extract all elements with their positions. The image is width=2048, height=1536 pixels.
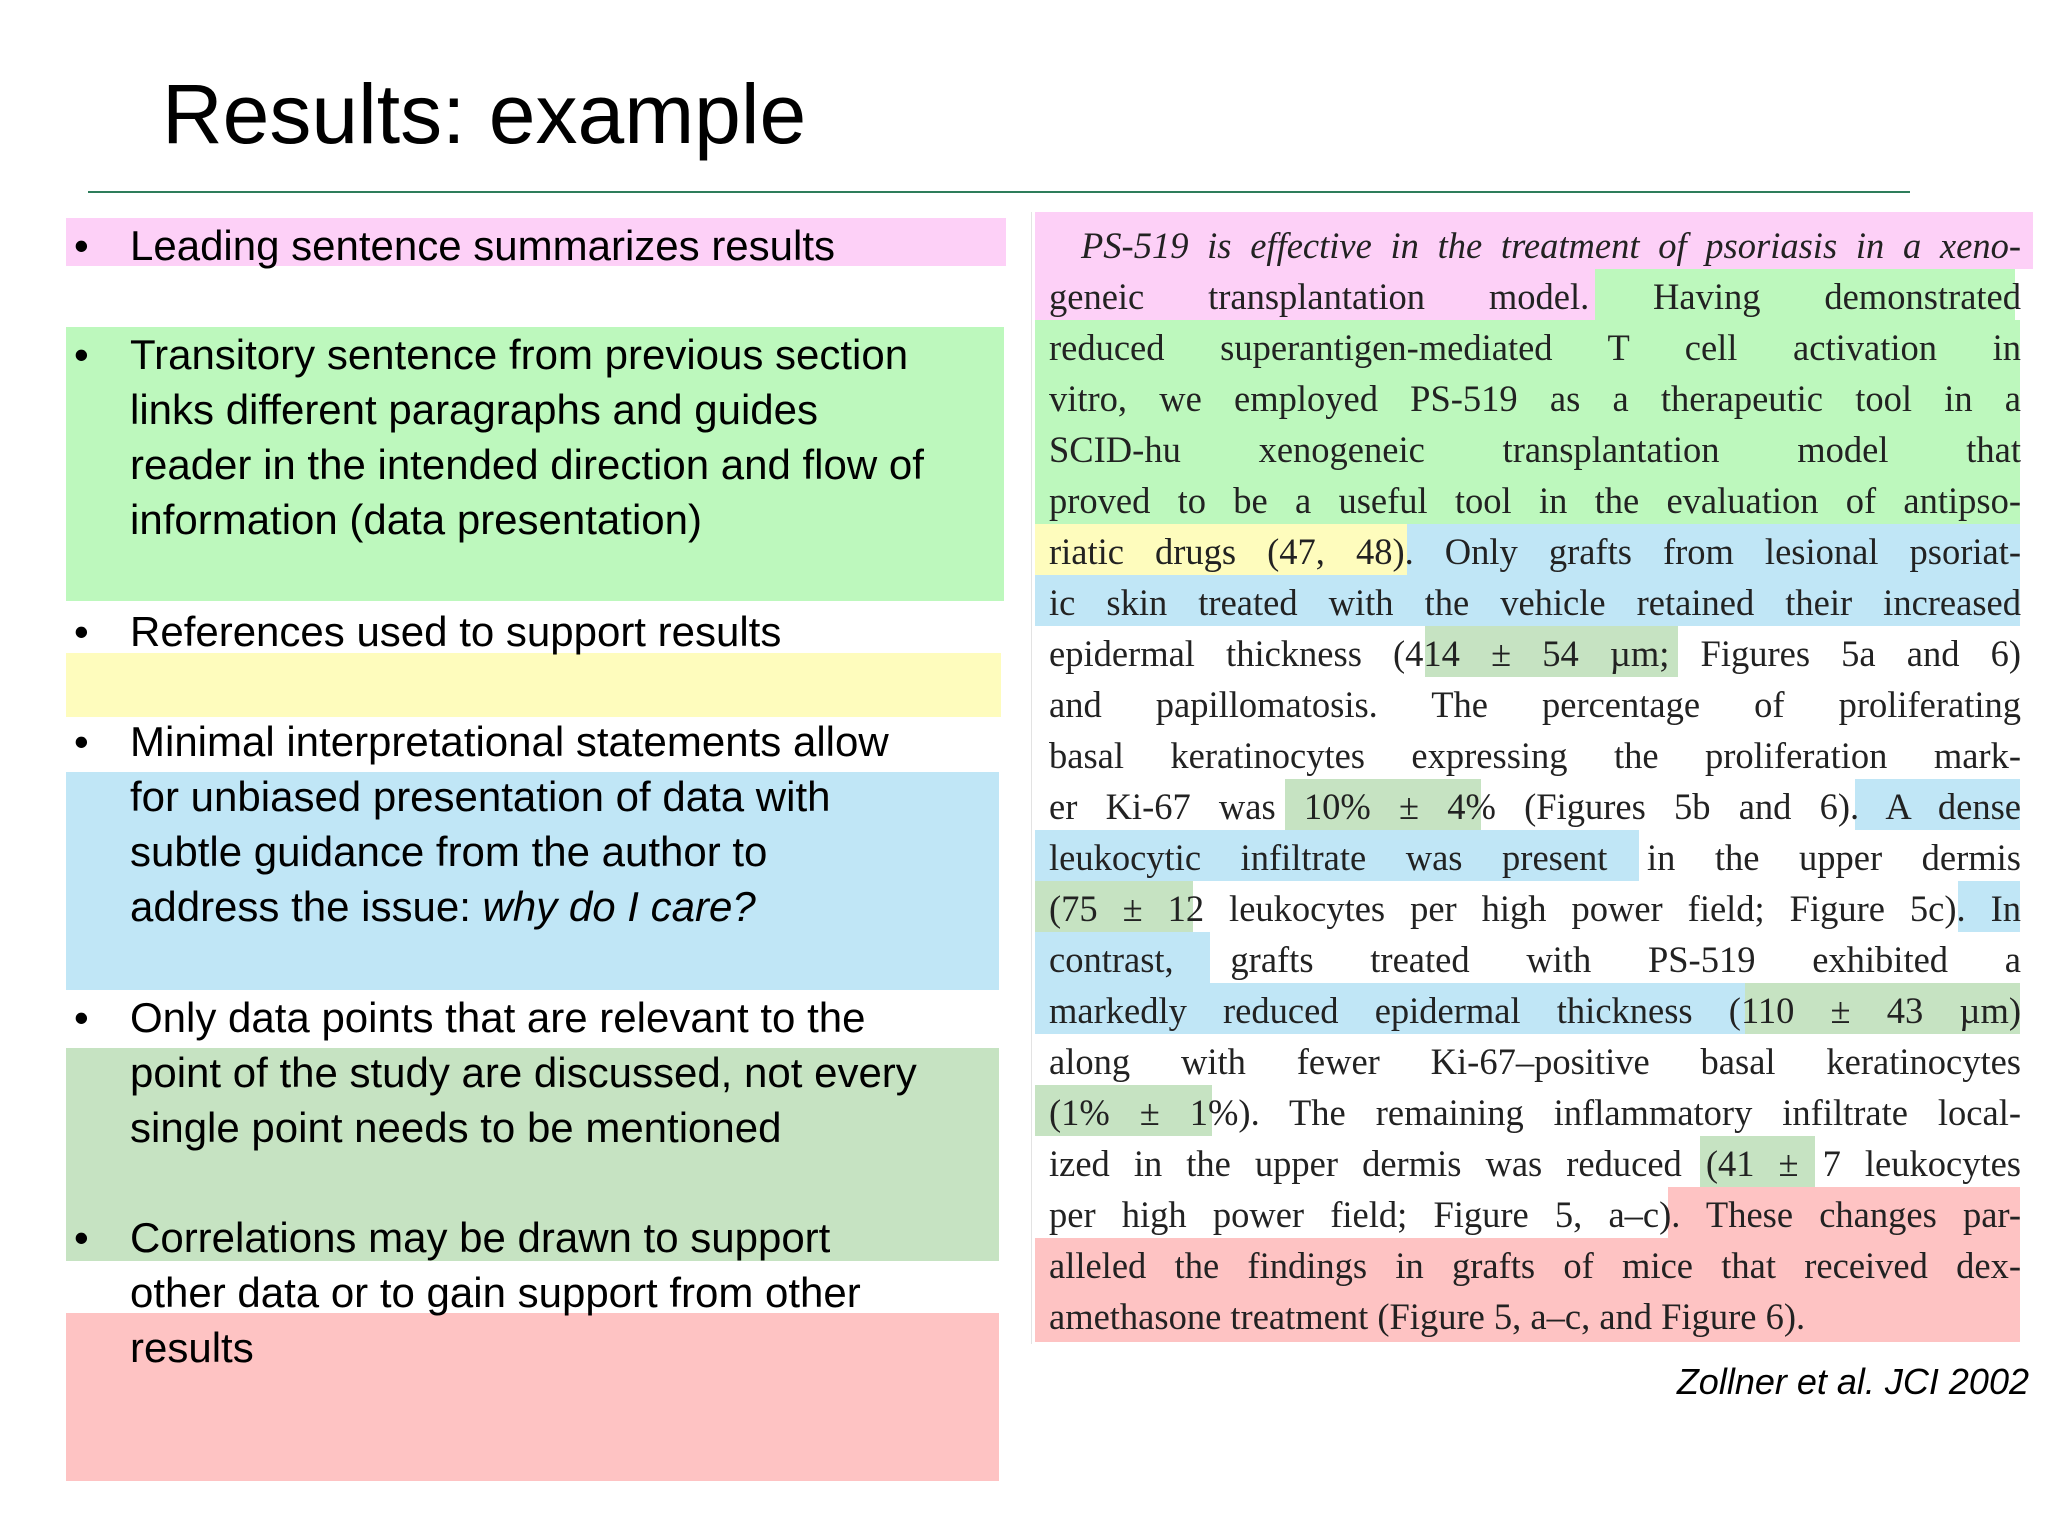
excerpt-line: markedly reduced epidermal thickness (110 ± 43 µm) bbox=[1049, 990, 2021, 1031]
excerpt-line: SCID-hu xenogeneic transplantation model that bbox=[1049, 429, 2021, 470]
bullet-correlations bbox=[130, 1210, 1010, 1375]
bullet-line: information (data presentation) bbox=[130, 496, 702, 543]
excerpt-line: PS-519 is effective in the treatment of psoriasis in a xeno- bbox=[1081, 225, 2021, 266]
excerpt-line: ized in the upper dermis was reduced (41 ± 7 leukocytes bbox=[1049, 1143, 2021, 1184]
excerpt-line: vitro, we employed PS-519 as a therapeutic tool in a bbox=[1049, 378, 2021, 419]
excerpt-line: ic skin treated with the vehicle retained their increased bbox=[1049, 582, 2021, 623]
excerpt-line: basal keratinocytes expressing the proliferation mark- bbox=[1049, 735, 2021, 776]
bullet-marker: • bbox=[74, 222, 89, 269]
bullet-line: reader in the intended direction and flow of bbox=[130, 441, 924, 488]
excerpt-line: and papillomatosis. The percentage of proliferating bbox=[1049, 684, 2021, 725]
excerpt-line: er Ki-67 was 10% ± 4% (Figures 5b and 6). A dense bbox=[1049, 786, 2021, 827]
bullet-marker: • bbox=[74, 994, 89, 1041]
bullet-line: other data or to gain support from other bbox=[130, 1269, 861, 1316]
bullet-transitory-sentence bbox=[130, 327, 1010, 547]
bullet-line: Correlations may be drawn to support bbox=[130, 1214, 831, 1261]
bullet-marker: • bbox=[74, 1214, 89, 1261]
excerpt-line: (75 ± 12 leukocytes per high power field; Figure 5c). In bbox=[1049, 888, 2021, 929]
bullet-marker: • bbox=[74, 718, 89, 765]
excerpt-line: along with fewer Ki-67–positive basal keratinocytes bbox=[1049, 1041, 2021, 1082]
bullet-references: References used to support results bbox=[130, 608, 782, 655]
excerpt-line: alleled the findings in grafts of mice that received dex- bbox=[1049, 1245, 2021, 1286]
bullet-interpretation bbox=[130, 714, 1010, 934]
bullet-line: point of the study are discussed, not every bbox=[130, 1049, 917, 1096]
excerpt-line: amethasone treatment (Figure 5, a–c, and Figure 6). bbox=[1049, 1296, 1806, 1337]
excerpt-line: reduced superantigen-mediated T cell activation in bbox=[1049, 327, 2021, 368]
excerpt-text bbox=[1049, 220, 2021, 1342]
excerpt-line: leukocytic infiltrate was present in the upper dermis bbox=[1049, 837, 2021, 878]
bullet-line-prefix: address the issue: bbox=[130, 883, 483, 930]
bullet-line: Only data points that are relevant to the bbox=[130, 994, 866, 1041]
bullet-leading-sentence: Leading sentence summarizes results bbox=[130, 222, 836, 269]
bullet-line: Minimal interpretational statements allow bbox=[130, 718, 889, 765]
excerpt-line: per high power field; Figure 5, a–c). These changes par- bbox=[1049, 1194, 2021, 1235]
bullet-line: single point needs to be mentioned bbox=[130, 1104, 782, 1151]
excerpt-line: proved to be a useful tool in the evaluation of antipso- bbox=[1049, 480, 2021, 521]
bullet-data-points bbox=[130, 990, 1010, 1155]
bullet-line: Transitory sentence from previous section bbox=[130, 331, 909, 378]
excerpt-line: geneic transplantation model. Having demonstrated bbox=[1049, 276, 2021, 317]
slide-title: Results: example bbox=[162, 67, 807, 161]
bullet-emphasis: why do I care? bbox=[482, 883, 756, 930]
excerpt-line: riatic drugs (47, 48). Only grafts from lesional psoriat- bbox=[1049, 531, 2021, 572]
excerpt-line: (1% ± 1%). The remaining inflammatory infiltrate local- bbox=[1049, 1092, 2021, 1133]
excerpt-line: contrast, grafts treated with PS-519 exhibited a bbox=[1049, 939, 2021, 980]
bullet-marker: • bbox=[74, 331, 89, 378]
citation: Zollner et al. JCI 2002 bbox=[1676, 1361, 2029, 1402]
highlight-band-references bbox=[66, 653, 1001, 717]
bullet-marker: • bbox=[74, 608, 89, 655]
bullet-line: for unbiased presentation of data with bbox=[130, 773, 831, 820]
bullet-line: results bbox=[130, 1324, 254, 1371]
title-divider bbox=[88, 191, 1910, 193]
bullet-line: links different paragraphs and guides bbox=[130, 386, 819, 433]
bullet-line: subtle guidance from the author to bbox=[130, 828, 768, 875]
excerpt-line: epidermal thickness (414 ± 54 µm; Figures 5a and 6) bbox=[1049, 633, 2021, 674]
